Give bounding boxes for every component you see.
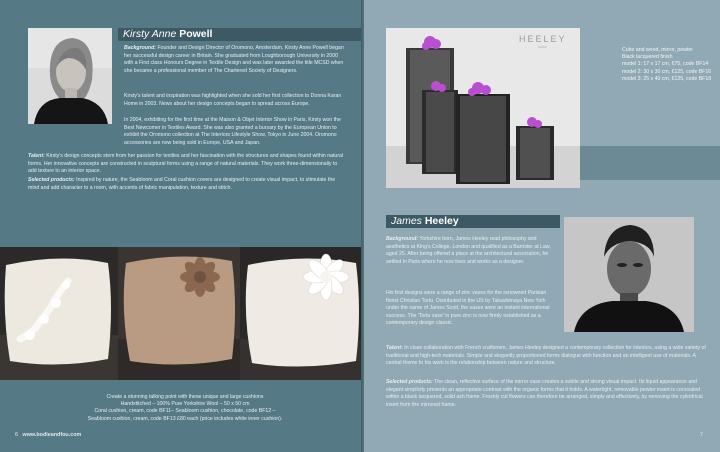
spec-line: model 3: 25 x 40 cm, €125, code BF18	[622, 75, 712, 82]
left-footer	[15, 432, 81, 438]
james-career-paragraph: His first designs were a range of zinc vases for the renowned Parisian florist Christian Tortu. Distributed in the US by Takashimaya New York under the name of James Scott, the vases were an instant international success. The 'Tortu vase' in pure zinc is now firmly established as a contemporary design classic.	[386, 290, 550, 327]
spec-line: Black lacquered finish	[622, 54, 673, 61]
vase-specs	[622, 47, 718, 83]
james-talent-paragraph: Talent: In close collaboration with French craftsmen, James Heeley designed a contemporary collection for interiors, using a wide variety of traditional and high-tech materials. Simple and elegantly proportioned forms dialogue with function and an intelligent use of materials. A central theme to his work is the relationship between nature and structure.	[386, 345, 706, 367]
kirsty-highlight-paragraph: Kirsty's talent and inspiration was highlighted when she sold her first collection to Donna Karan Home in 2003. News about her design concepts began to spread across Europe.	[124, 93, 342, 107]
seabloom-cream-cushion-photo	[240, 247, 364, 380]
coral-cushion-photo	[0, 247, 118, 380]
kirsty-products-paragraph: Selected products: Inspired by nature, the Seabloom and Coral cushion covers are designed to create visual impact, to stimulate the mind and add character to a room, with accents of fabric manipulation, texture and stitch.	[28, 177, 336, 191]
right-footer	[700, 432, 703, 438]
caption-line: Coral cushion, cream, code BF11– Seabloom cushion, chocolate, code BF12 –	[94, 408, 276, 415]
kirsty-talent-paragraph: Talent: Kirsty's design concepts stem from her passion for textiles and her fascination with the structures and shapes found within natural forms. Her innovative concepts are constructed in sculptural forms using a range of natural materials. They work three-dimensionally to add texture to an interior space.	[28, 153, 344, 175]
mirror-vases-photo	[386, 28, 580, 188]
james-background-paragraph: Background: Yorkshire born, James Heeley read philosophy and aesthetics at King's College, London and qualified as a Barrister at Law, aged 25. After being offered a place at the architectural association, he settled in Paris where he now lives and works as a designer.	[386, 236, 551, 265]
james-last-name: Heeley	[424, 215, 459, 227]
kirsty-background-paragraph: Background: Founder and Design Director of Oromono, Amsterdam, Kirsty Anne Powell began her successful design career in Britain. She graduated from Loughborough University in 2000 with a First class Honours Degree in Textile Design and was later awarded the title MCSD when she became a professional member of The Chartered Society of Designers.	[124, 45, 344, 74]
james-first-name: James	[391, 215, 425, 227]
kirsty-first-name: Kirsty Anne	[123, 28, 180, 40]
kirsty-last-name: Powell	[179, 28, 213, 40]
caption-line: Create a stunning talking point with these unique and large cushions	[106, 394, 264, 400]
kirsty-name-bar	[118, 28, 364, 41]
heeley-brand: HEELEY	[519, 34, 567, 44]
website-link[interactable]: www.bodieandfou.com	[22, 432, 82, 438]
james-name-bar	[386, 215, 560, 228]
page-number-right: 7	[700, 432, 703, 438]
right-page	[364, 0, 720, 452]
page-number-left: 6	[15, 432, 18, 438]
james-products-paragraph: Selected products: The clean, reflective surface of the mirror vase creates a subtle and strong visual impact. Its liquid appearance and elegant simplicity presents an appropriate contrast with the organic forms that it holds. A watertight, removable pewter insert is concealed within a black lacquered, solid ash frame. Freshly cut flowers can therefore be arranged, simply and effectively, by removing the cylindrical insert from the mirrored frame.	[386, 379, 703, 408]
cushion-caption	[60, 394, 310, 423]
seabloom-chocolate-cushion-photo	[118, 247, 240, 380]
caption-line: Seabloom cushion, cream, code BF13 £80 each (price includes white inner cushion).	[87, 415, 283, 422]
spec-line: model 2: 30 x 30 cm, €125, code BF16	[622, 68, 712, 75]
caption-line: Handstitched – 100% Pure Yorkshire Wool – 50 x 50 cm	[120, 401, 250, 408]
kirsty-exhibition-paragraph: In 2004, exhibiting for the first time at the Maison & Objet Interior Show in Paris, Kirsty won the Best Newcomer in Textiles Award. She was also granted a bursary by the European Union to exhibit the Oromono collection at The Interiors Lifestyle Show, Tokyo in June 2004. Oromono accessories are now being sold in Europe, USA and Japan.	[124, 117, 341, 146]
spec-line: model 1: 17 x 17 cm, €75, code BF14	[622, 61, 709, 68]
spec-line: Cube and wood, mirror, pewter	[622, 47, 693, 53]
kirsty-portrait-photo	[28, 28, 112, 124]
james-portrait-photo	[564, 217, 694, 332]
heeley-brand-sub: PARIS	[538, 45, 547, 49]
